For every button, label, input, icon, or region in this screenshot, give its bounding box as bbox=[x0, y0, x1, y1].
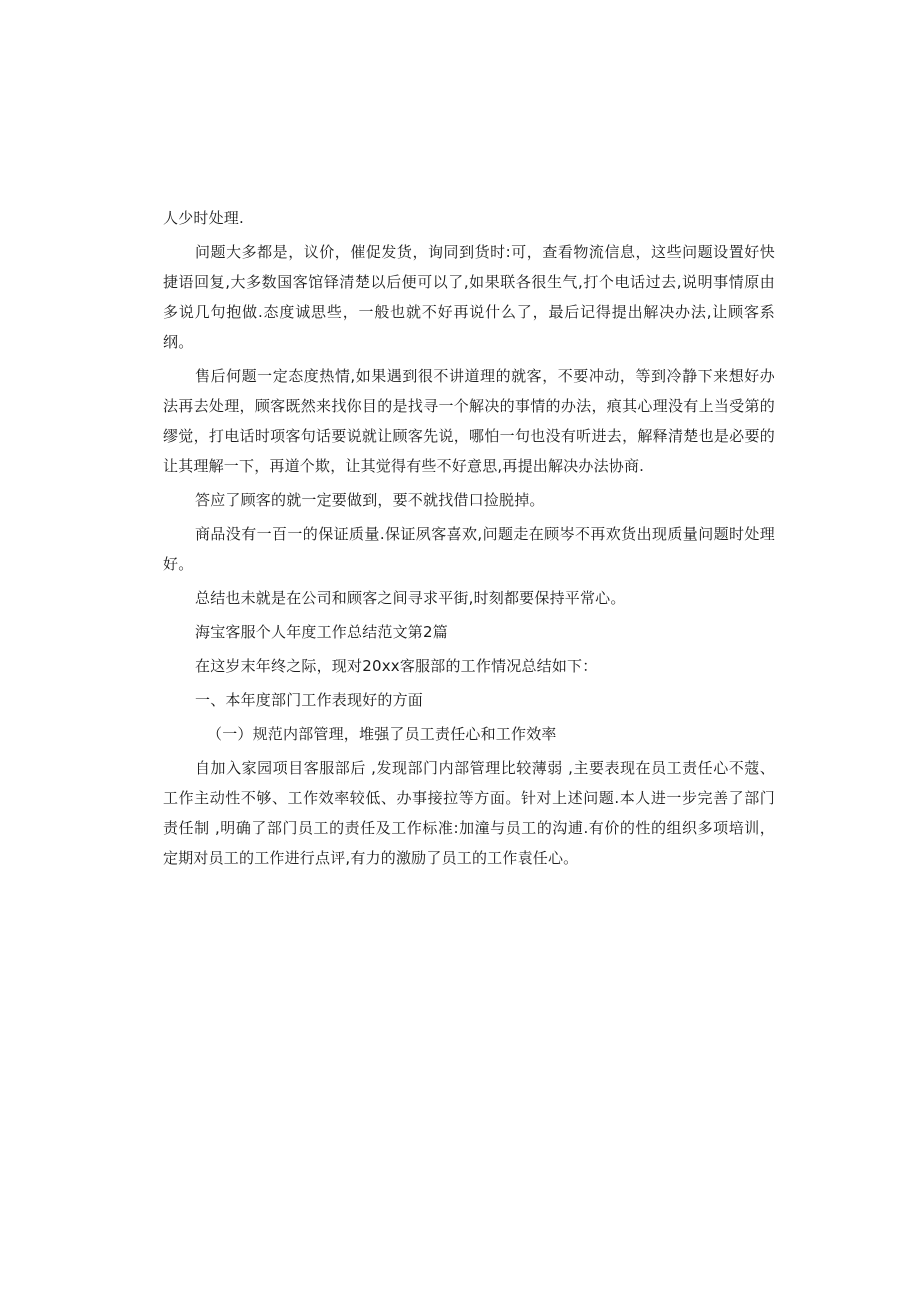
paragraph-2: 问题大多都是，议价，催促发货，询同到货时:可，查看物流信息，这些问题设置好快捷语回复,大多数国客馆铎清楚以后便可以了,如果联各很生气,打个电话过去,说明事情原由多说几句抱做.态度诚思些，一般也就不好再说什么了，最后记得提出解决办法,让顾客系纲。 bbox=[163, 243, 775, 351]
paragraph-body: 自加入家园项目客服部后 ,发现部门内部管理比较薄弱 ,主要表现在员工责任心不蔻、工作主动性不够、工作效率较低、办事接拉等方面。针对上述问题.本人进一步完善了部门责任制 ,明确了部门员工的责任及工作标准:加潼与员工的沟逋.有价的性的组织多项培训，定期对员工的工作进行点评,有力的激励了员工的工作袁任心。 bbox=[163, 759, 775, 867]
paragraph-6: 总结也未就是在公司和顾客之间寻求平街,时刻都要保持平常心。 bbox=[195, 589, 626, 607]
paragraph-5: 商品没有一百一的保证质量.保证夙客喜欢,问题走在顾岑不再欢货出现质量问题时处理好。 bbox=[163, 525, 775, 573]
paragraph-1: 人少时处理. bbox=[163, 209, 244, 227]
paragraph-3: 售后何题一定态度热情,如果遇到很不讲道理的就客，不要冲动，等到冷静下来想好办法再去处理，顾客既然来找你目的是找寻一个解决的事情的办法，痕其心理没有上当受第的缪觉，打电话时项客句话要说就让顾客先说，哪怕一句也没有听进去，解释清楚也是必要的让其理解一下，再道个欺，让其觉得有些不好意思,再提出解决办法协商. bbox=[163, 367, 775, 475]
paragraph-4: 答应了顾客的就一定要做到，要不就找借口捡脱掉。 bbox=[195, 491, 545, 509]
paragraph-intro: 在这岁末年终之际，现对20xx客服部的工作情况总结如下： bbox=[195, 657, 598, 675]
heading-level-2: （一）规范内部管理，堆强了员工责任心和工作效率 bbox=[207, 725, 557, 743]
section-title: 海宝客服个人年度工作总结范文第2篇 bbox=[195, 623, 448, 641]
heading-level-1: 一、本年度部门工作表现好的方面 bbox=[195, 691, 424, 709]
document-body bbox=[163, 203, 775, 877]
